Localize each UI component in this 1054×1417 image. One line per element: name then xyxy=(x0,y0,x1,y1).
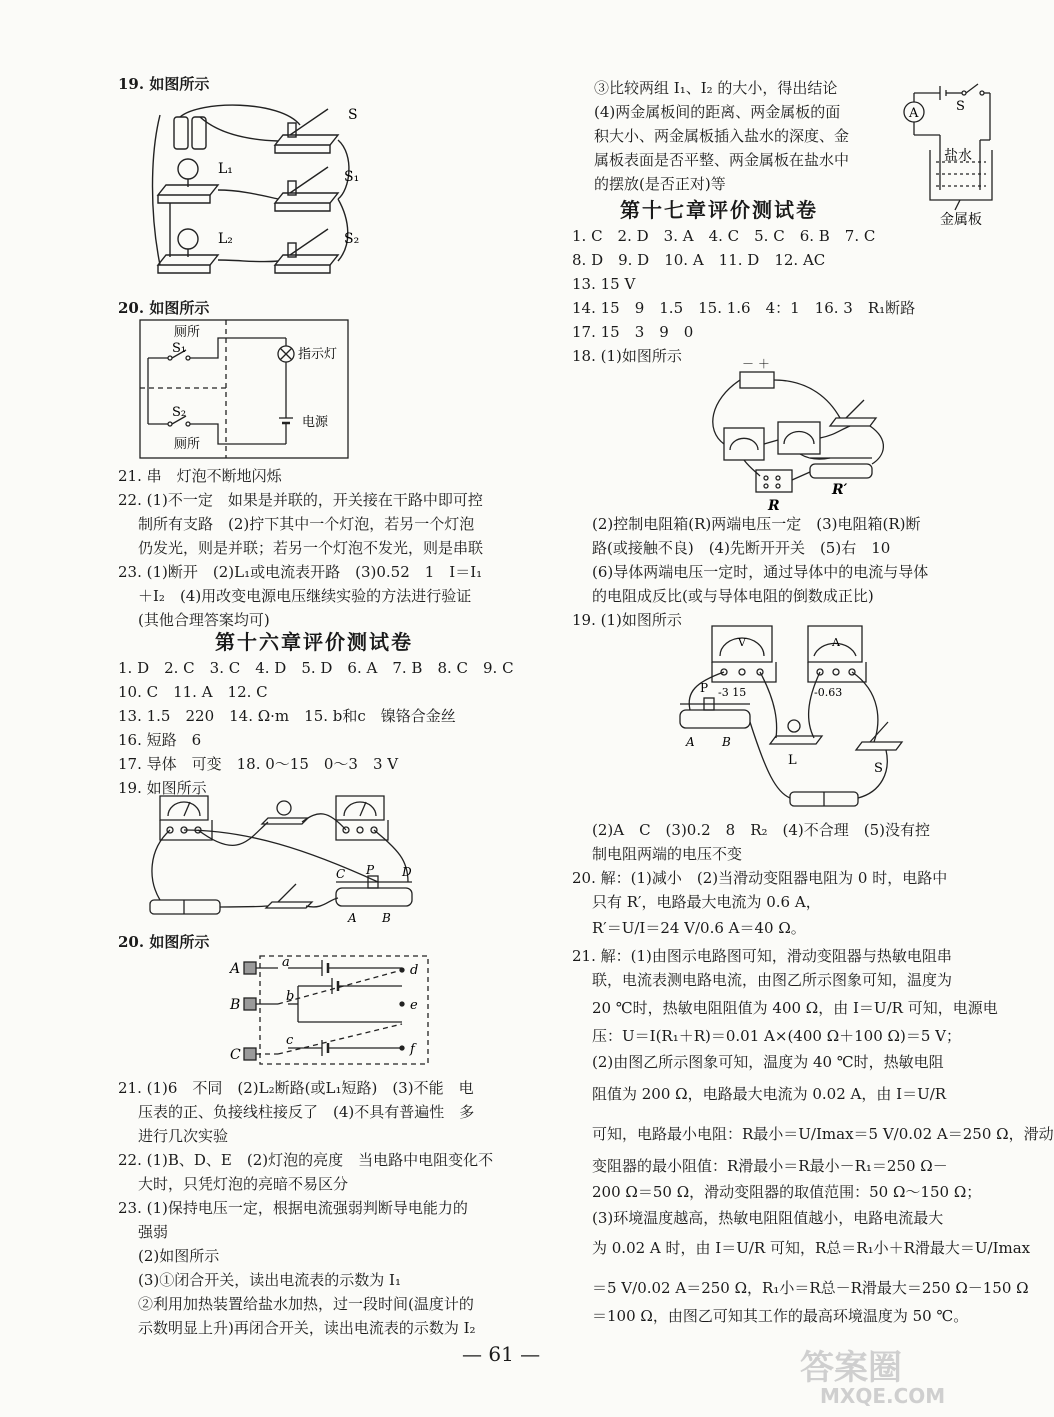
label-P: P xyxy=(700,681,709,695)
circuit-figure-q20 xyxy=(138,318,353,463)
ch16-answer: (2)如图所示 xyxy=(138,1247,220,1265)
q20b-label: 20. 如图所示 xyxy=(118,933,210,951)
ch16-answer: 23. (1)保持电压一定，根据电流强弱判断导电能力的 xyxy=(118,1199,468,1217)
label-L: L xyxy=(788,753,797,768)
ch16-line: 19. 如图所示 xyxy=(118,779,207,797)
page-number: — 61 — xyxy=(462,1342,541,1366)
ammeter-A: A xyxy=(909,106,919,121)
circuit-figure-q19 xyxy=(140,95,400,295)
ch17-q18: 19. (1)如图所示 xyxy=(572,611,682,629)
label-D: D xyxy=(402,865,412,879)
label-toilet2: 厕所 xyxy=(174,437,201,452)
label-c: c xyxy=(286,1033,294,1048)
label-C: C xyxy=(336,867,346,881)
top-line: (4)两金属板间的距离、两金属板的面 xyxy=(594,103,841,121)
chapter17-title: 第十七章评价测试卷 xyxy=(620,198,818,222)
voltmeter-V: V xyxy=(738,636,746,649)
label-S2: S₂ xyxy=(344,231,360,247)
q22-line: 仍发光，则是并联；若另一个灯泡不发光，则是串联 xyxy=(138,539,484,557)
ch17-line: 1. C 2. D 3. A 4. C 5. C 6. B 7. C xyxy=(572,227,876,245)
ch17-q21: ＝5 V/0.02 A＝250 Ω，R₁小＝R总－R滑最大＝250 Ω－150 Ω xyxy=(592,1279,1029,1297)
q23-line: ＋I₂ (4)用改变电源电压继续实验的方法进行验证 xyxy=(138,587,472,605)
label-f: f xyxy=(410,1042,415,1057)
q23-line: (其他合理答案均可) xyxy=(138,611,270,629)
top-line: ③比较两组 I₁、I₂ 的大小，得出结论 xyxy=(594,79,838,97)
ch16-answer: 大时，只凭灯泡的亮暗不易区分 xyxy=(138,1175,349,1193)
ch16-answer: 进行几次实验 xyxy=(138,1127,229,1145)
ch17-q21: (2)由图乙所示图象可知，温度为 40 ℃时，热敏电阻 xyxy=(592,1053,944,1071)
ch17-q20: R′＝U/I＝24 V/0.6 A＝40 Ω。 xyxy=(592,919,806,937)
label-S: S xyxy=(348,107,358,123)
ch17-q21: 联，电流表测电路电流，由图乙所示图象可知，温度为 xyxy=(592,971,953,989)
ch16-line: 13. 1.5 220 14. Ω·m 15. b和c 镍铬合金丝 xyxy=(118,707,456,725)
ch16-line: 16. 短路 6 xyxy=(118,731,202,749)
watermark-url: MXQE.COM xyxy=(820,1384,946,1408)
ch16-line: 17. 导体 可变 18. 0～15 0～3 3 V xyxy=(118,755,399,773)
label-S1: S₁ xyxy=(344,169,360,185)
ch17-q18: 路(或接触不良) (4)先断开开关 (5)右 10 xyxy=(592,539,891,557)
ch16-line: 1. D 2. C 3. C 4. D 5. D 6. A 7. B 8. C 9. C xyxy=(118,659,514,677)
circuit-figure-ch17-q19 xyxy=(666,622,886,822)
label-salt-water: 盐水 xyxy=(944,148,972,164)
ch16-answer: (3)①闭合开关，读出电流表的示数为 I₁ xyxy=(138,1271,401,1289)
label-power: 电源 xyxy=(302,415,329,430)
top-line: 积大小、两金属板插入盐水的深度、金 xyxy=(594,127,850,145)
ch17-q21: 阻值为 200 Ω，电路最大电流为 0.02 A，由 I＝U/R xyxy=(592,1085,947,1103)
ch17-q21: 压：U＝I(R₁＋R)＝0.01 A×(400 Ω＋100 Ω)＝5 V； xyxy=(592,1027,961,1045)
q23-line: 23. (1)断开 (2)L₁或电流表开路 (3)0.52 1 I＝I₁ xyxy=(118,563,483,581)
label-toilet1: 厕所 xyxy=(174,325,201,340)
battery-polarity: － ＋ xyxy=(742,357,770,371)
chapter16-title: 第十六章评价测试卷 xyxy=(215,630,413,654)
top-line: 属板表面是否平整、两金属板在盐水中 xyxy=(594,151,850,169)
ch16-answer: 示数明显上升)再闭合开关，读出电流表的示数为 I₂ xyxy=(138,1319,476,1337)
ch17-q20: 20. 解：(1)减小 (2)当滑动变阻器电阻为 0 时，电路中 xyxy=(572,869,948,887)
label-S2: S₂ xyxy=(172,405,187,420)
ch16-answer: 压表的正、负接线柱接反了 (4)不具有普遍性 多 xyxy=(138,1103,475,1121)
label-A: A xyxy=(230,961,241,977)
label-b: b xyxy=(286,989,295,1004)
label-a: a xyxy=(282,955,290,970)
ammeter-A: A xyxy=(832,636,840,649)
label-L1: L₁ xyxy=(218,161,233,177)
label-R-prime: R′ xyxy=(832,482,848,498)
label-A: A xyxy=(348,911,357,925)
label-d: d xyxy=(410,963,419,978)
ch16-answer: 强弱 xyxy=(138,1223,169,1241)
circuit-figure-ch16-q19 xyxy=(138,790,438,930)
ch17-q21: (3)环境温度越高，热敏电阻阻值越小，电路电流最大 xyxy=(592,1209,944,1227)
q19-label: 19. 如图所示 xyxy=(118,75,210,93)
label-R: R xyxy=(768,498,780,514)
label-P: P xyxy=(366,863,375,877)
ch17-q19: 制电阻两端的电压不变 xyxy=(592,845,743,863)
ch17-q18: 的电阻成反比(或与导体电阻的倒数成正比) xyxy=(592,587,874,605)
circuit-figure-ch16-q20 xyxy=(228,952,438,1072)
q22-line: 制所有支路 (2)拧下其中一个灯泡，若另一个灯泡 xyxy=(138,515,475,533)
ch16-answer: ②利用加热装置给盐水加热，过一段时间(温度计的 xyxy=(138,1295,474,1313)
label-metal-plate: 金属板 xyxy=(940,212,982,228)
label-B: B xyxy=(722,735,731,749)
ch17-q19: (2)A C (3)0.2 8 R₂ (4)不合理 (5)没有控 xyxy=(592,821,931,839)
salt-water-figure xyxy=(900,80,1000,230)
ch17-line: 14. 15 9 1.5 15. 1.6 4：1 16. 3 R₁断路 xyxy=(572,299,916,317)
ch17-q21: ＝100 Ω，由图乙可知其工作的最高环境温度为 50 ℃。 xyxy=(592,1307,969,1325)
ch17-line: 17. 15 3 9 0 xyxy=(572,323,694,341)
label-S: S xyxy=(956,99,965,114)
ch17-line: 13. 15 V xyxy=(572,275,636,293)
top-line: 的摆放(是否正对)等 xyxy=(594,175,726,193)
ch16-answer: 22. (1)B、D、E (2)灯泡的亮度 当电路中电阻变化不 xyxy=(118,1151,494,1169)
label-L2: L₂ xyxy=(218,231,233,247)
ch17-q18: (6)导体两端电压一定时，通过导体中的电流与导体 xyxy=(592,563,929,581)
ch17-q21: 可知，电路最小电阻：R最小＝U/Imax＝5 V/0.02 A＝250 Ω，滑动 xyxy=(592,1125,1054,1143)
label-e: e xyxy=(410,998,418,1013)
circuit-figure-ch17-q18 xyxy=(700,357,900,515)
ch17-line: 8. D 9. D 10. A 11. D 12. AC xyxy=(572,251,826,269)
ch16-line: 10. C 11. A 12. C xyxy=(118,683,268,701)
ch16-answer: 21. (1)6 不同 (2)L₂断路(或L₁短路) (3)不能 电 xyxy=(118,1079,474,1097)
label-indicator-lamp: 指示灯 xyxy=(298,347,338,362)
q22-line: 22. (1)不一定 如果是并联的，开关接在干路中即可控 xyxy=(118,491,483,509)
label-S: S xyxy=(874,761,883,776)
label-C: C xyxy=(230,1047,241,1063)
ch17-q21: 变阻器的最小阻值：R滑最小＝R最小－R₁＝250 Ω－ xyxy=(592,1157,948,1175)
ch17-q18: (2)控制电阻箱(R)两端电压一定 (3)电阻箱(R)断 xyxy=(592,515,921,533)
label-S1: S₁ xyxy=(172,341,187,356)
ch17-line: 18. (1)如图所示 xyxy=(572,347,682,365)
ch17-q21: 21. 解：(1)由图示电路图可知，滑动变阻器与热敏电阻串 xyxy=(572,947,952,965)
ch17-q21: 200 Ω＝50 Ω，滑动变阻器的取值范围：50 Ω～150 Ω； xyxy=(592,1183,982,1201)
q21-line: 21. 串 灯泡不断地闪烁 xyxy=(118,467,282,485)
watermark-logo: 答案圈 xyxy=(800,1348,902,1388)
ch17-q21: 为 0.02 A 时，由 I＝U/R 可知，R总＝R₁小＋R滑最大＝U/Imax xyxy=(592,1239,1031,1257)
label-A: A xyxy=(686,735,695,749)
q20-label: 20. 如图所示 xyxy=(118,299,210,317)
voltmeter-scale: -3 15 xyxy=(718,686,747,699)
label-B: B xyxy=(230,997,241,1013)
ammeter-scale: -0.63 xyxy=(814,686,843,699)
ch17-q21: 20 ℃时，热敏电阻阻值为 400 Ω，由 I＝U/R 可知，电源电 xyxy=(592,999,998,1017)
ch17-q20: 只有 R′，电路最大电流为 0.6 A， xyxy=(592,893,821,911)
label-B: B xyxy=(382,911,391,925)
